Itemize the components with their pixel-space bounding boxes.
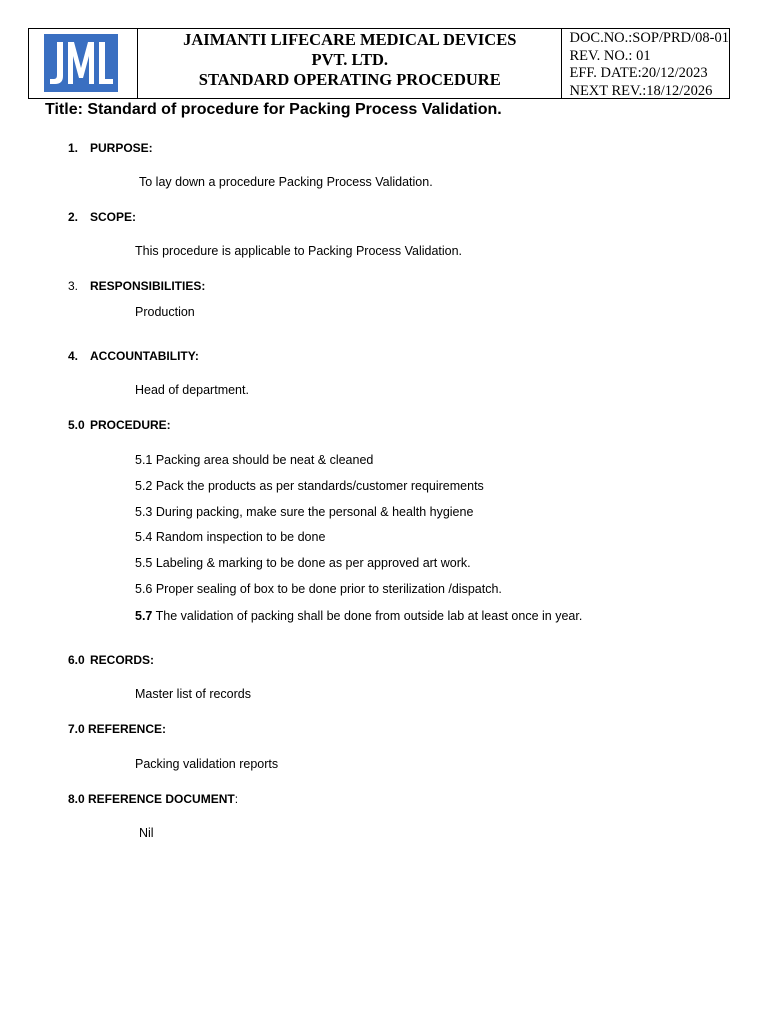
section-title: SCOPE: (90, 210, 137, 224)
company-logo-cell (29, 29, 138, 98)
section-responsibilities-heading (68, 279, 205, 293)
purpose-text: To lay down a procedure Packing Process Validation. (139, 175, 433, 189)
jml-logo-icon (44, 34, 118, 92)
heading-colon: : (234, 792, 239, 806)
step-number: 5.7 (135, 609, 153, 623)
records-text: Master list of records (135, 687, 252, 701)
reference-document-text: Nil (139, 826, 154, 840)
step-text: The validation of packing shall be done from outside lab at least once in year. (152, 609, 583, 623)
section-accountability-heading (68, 349, 199, 363)
accountability-text: Head of department. (135, 383, 249, 397)
section-title: ACCOUNTABILITY: (90, 349, 199, 363)
section-purpose-heading (68, 141, 153, 155)
section-number: 6.0 (68, 653, 85, 667)
procedure-step: 5.6 Proper sealing of box to be done prior to sterilization /dispatch. (135, 582, 502, 596)
section-number: 1. (68, 141, 79, 155)
document-title: Title: Standard of procedure for Packing Process Validation. (45, 101, 502, 118)
section-number: 5.0 (68, 418, 85, 432)
section-title: PROCEDURE: (90, 418, 171, 432)
next-revision-date: NEXT REV.:18/12/2026 (569, 82, 713, 99)
company-name-line1: JAIMANTI LIFECARE MEDICAL DEVICES (183, 30, 517, 49)
section-number: 2. (68, 210, 79, 224)
section-number: 4. (68, 349, 79, 363)
procedure-step (135, 609, 582, 623)
doc-number: DOC.NO.:SOP/PRD/08-01 (569, 30, 729, 46)
procedure-step: 5.5 Labeling & marking to be done as per approved art work. (135, 556, 471, 570)
company-title-cell (138, 29, 562, 98)
section-number: 3. (68, 279, 79, 293)
reference-text: Packing validation reports (135, 757, 279, 771)
section-title: RECORDS: (90, 653, 155, 667)
logo-text: JML (80, 90, 82, 91)
procedure-step: 5.3 During packing, make sure the personal & health hygiene (135, 505, 474, 519)
section-title: 8.0 REFERENCE DOCUMENT (68, 792, 235, 806)
section-records-heading (68, 653, 154, 667)
revision-number: REV. NO.: 01 (569, 47, 651, 64)
scope-text: This procedure is applicable to Packing Process Validation. (135, 244, 463, 258)
section-number: 7.0 (68, 722, 85, 736)
procedure-step: 5.4 Random inspection to be done (135, 530, 326, 544)
document-control-cell (562, 29, 729, 98)
section-title: RESPONSIBILITIES: (90, 279, 206, 293)
section-scope-heading (68, 210, 136, 224)
responsibilities-text: Production (135, 305, 195, 319)
effective-date: EFF. DATE:20/12/2023 (569, 65, 708, 81)
procedure-step: 5.1 Packing area should be neat & cleaned (135, 453, 374, 467)
section-title: PURPOSE: (90, 141, 153, 155)
section-reference-heading (68, 722, 166, 736)
procedure-step: 5.2 Pack the products as per standards/customer requirements (135, 479, 484, 493)
sop-heading: STANDARD OPERATING PROCEDURE (198, 70, 501, 89)
section-title: REFERENCE: (88, 722, 167, 736)
section-reference-document-heading (68, 792, 238, 806)
section-procedure-heading (68, 418, 171, 432)
company-name-line2: PVT. LTD. (311, 50, 389, 69)
document-header (28, 28, 730, 99)
